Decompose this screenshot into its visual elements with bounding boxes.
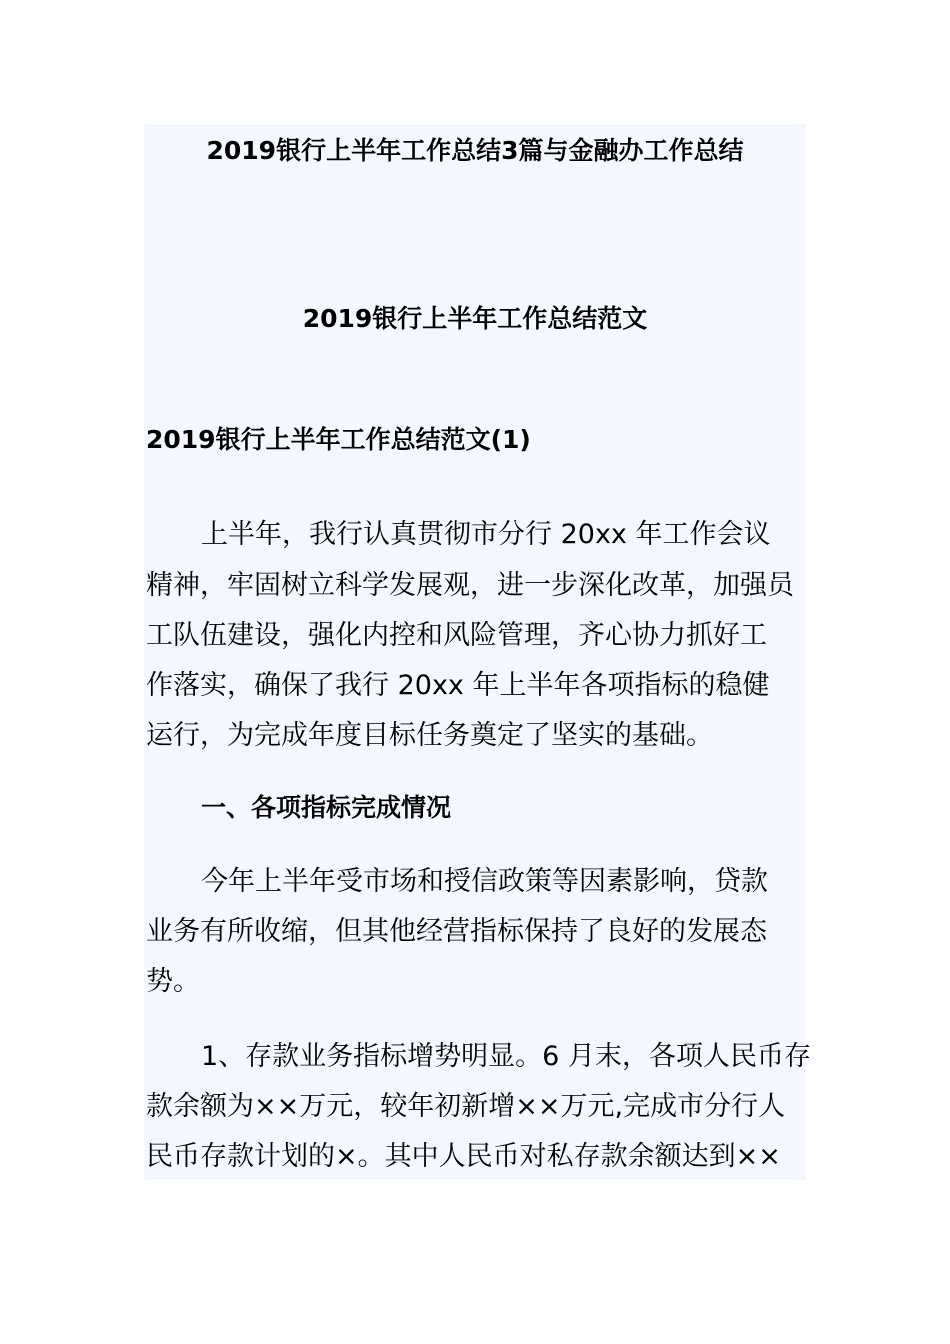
document-subtitle: 2019银行上半年工作总结范文 bbox=[302, 304, 648, 333]
paragraph-1-line: 作落实，确保了我行 20xx 年上半年各项指标的稳健 bbox=[146, 670, 770, 701]
heading-indicators: 一、各项指标完成情况 bbox=[201, 793, 452, 822]
paragraph-3-line: 1、存款业务指标增势明显。6 月末，各项人民币存 bbox=[201, 1041, 811, 1072]
paragraph-2-line: 势。 bbox=[146, 966, 200, 997]
section-title: 2019银行上半年工作总结范文(1) bbox=[146, 425, 531, 454]
paragraph-1-line: 精神，牢固树立科学发展观，进一步深化改革，加强员 bbox=[146, 570, 794, 601]
paragraph-1-line: 运行，为完成年度目标任务奠定了坚实的基础。 bbox=[146, 720, 713, 751]
paragraph-1-line: 上半年，我行认真贯彻市分行 20xx 年工作会议 bbox=[201, 519, 771, 550]
paragraph-1-line: 工队伍建设，强化内控和风险管理，齐心协力抓好工 bbox=[146, 620, 767, 651]
document-title: 2019银行上半年工作总结3篇与金融办工作总结 bbox=[206, 136, 744, 165]
paragraph-3-line: 民币存款计划的×。其中人民币对私存款余额达到×× bbox=[146, 1141, 781, 1172]
paragraph-2-line: 今年上半年受市场和授信政策等因素影响，贷款 bbox=[201, 866, 768, 897]
paragraph-3-line: 款余额为××万元，较年初新增××万元,完成市分行人 bbox=[146, 1091, 786, 1122]
paragraph-2-line: 业务有所收缩，但其他经营指标保持了良好的发展态 bbox=[146, 916, 767, 947]
